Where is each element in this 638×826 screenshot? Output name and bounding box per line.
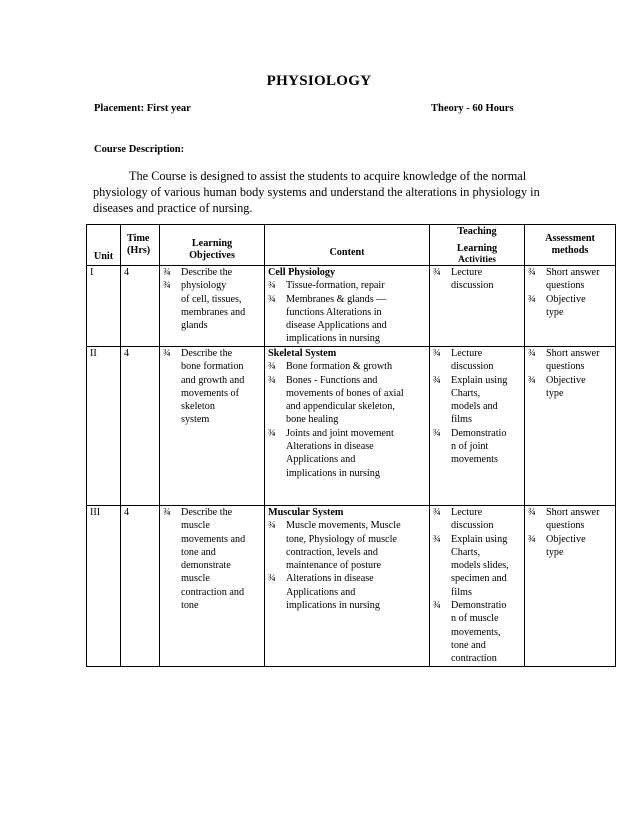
content-cell-line xyxy=(268,427,426,440)
teaching-cell-line xyxy=(433,506,521,519)
content-cell-line xyxy=(268,387,426,400)
content-cell-line xyxy=(268,533,426,546)
content-cell-text: implications in nursing xyxy=(286,333,380,345)
teaching-cell-line xyxy=(433,599,521,612)
objectives-cell-text: Describe the xyxy=(181,267,233,278)
objectives-cell-text: system xyxy=(181,414,210,426)
bullet-icon: ¾ xyxy=(163,267,171,278)
assessment-cell-line xyxy=(528,266,612,279)
teaching-cell xyxy=(430,266,525,347)
content-cell-text: and appendicular skeleton, xyxy=(286,401,395,413)
assessment-cell-text: Short answer xyxy=(546,348,600,359)
teaching-cell-line xyxy=(433,427,521,440)
table-header-row xyxy=(87,225,616,266)
bullet-icon: ¾ xyxy=(163,280,171,292)
assessment-cell-text: type xyxy=(546,306,564,318)
bullet-icon: ¾ xyxy=(433,533,441,545)
assessment-cell xyxy=(525,506,616,667)
teaching-cell-text: Charts, xyxy=(451,387,481,399)
assessment-cell-line xyxy=(528,347,612,360)
teaching-cell-line xyxy=(433,374,521,387)
objectives-cell-line xyxy=(163,387,261,400)
objectives-cell-line xyxy=(163,413,261,426)
assessment-cell xyxy=(525,266,616,347)
teaching-cell-text: n of muscle xyxy=(451,613,499,625)
course-description-label: Course Description: xyxy=(94,144,185,155)
bullet-icon: ¾ xyxy=(268,374,276,386)
teaching-cell-text: n of joint xyxy=(451,441,489,453)
content-cell-text: contraction, levels and xyxy=(286,546,378,558)
content-cell-text: bone healing xyxy=(286,414,339,426)
objectives-cell-line xyxy=(163,572,261,585)
bullet-icon: ¾ xyxy=(268,280,276,292)
teaching-cell-line xyxy=(433,360,521,373)
objectives-cell-line xyxy=(163,559,261,572)
teaching-cell-line xyxy=(433,612,521,625)
assessment-cell-line xyxy=(528,533,612,546)
assessment-cell-line xyxy=(528,360,612,373)
objectives-cell-text: Describe the xyxy=(181,348,233,359)
teaching-cell-text: discussion xyxy=(451,280,494,292)
content-cell-text: Membranes & glands — xyxy=(286,293,387,305)
content-cell-line xyxy=(268,440,426,453)
teaching-cell-line xyxy=(433,586,521,599)
content-title: Cell Physiology xyxy=(268,267,336,278)
time-cell: 4 xyxy=(121,266,160,347)
course-description-paragraph xyxy=(93,168,553,216)
teaching-cell-text: Lecture xyxy=(451,507,483,518)
objectives-cell-text: movements of xyxy=(181,387,240,399)
teaching-cell-text: Explain using xyxy=(451,374,508,386)
assessment-cell-text: Objective xyxy=(546,533,586,545)
teaching-cell-line xyxy=(433,440,521,453)
content-cell-text: movements of bones of axial xyxy=(286,387,404,399)
teaching-cell-line xyxy=(433,533,521,546)
objectives-cell xyxy=(160,266,265,347)
objectives-cell-line xyxy=(163,400,261,413)
placement-label: Placement: First year xyxy=(94,103,191,114)
teaching-cell-text: specimen and xyxy=(451,573,507,585)
header-assessment: Assessment methods xyxy=(525,225,616,266)
objectives-cell-line xyxy=(163,519,261,532)
objectives-cell-line xyxy=(163,279,261,292)
assessment-cell-text: questions xyxy=(546,280,585,292)
content-cell-line xyxy=(268,293,426,306)
teaching-cell-text: films xyxy=(451,586,472,598)
assessment-cell-line xyxy=(528,293,612,306)
table-row xyxy=(87,506,616,667)
objectives-cell-text: tone xyxy=(181,600,199,612)
objectives-cell-text: glands xyxy=(181,320,208,332)
content-cell-line xyxy=(268,467,426,480)
content-cell-line xyxy=(268,319,426,332)
objectives-cell-text: demonstrate xyxy=(181,560,231,572)
content-cell-text: tone, Physiology of muscle xyxy=(286,533,397,545)
objectives-cell-text: membranes and xyxy=(181,306,246,318)
assessment-cell-text: questions xyxy=(546,361,585,373)
teaching-cell-text: discussion xyxy=(451,520,494,532)
teaching-cell-text: Explain using xyxy=(451,533,508,545)
content-cell xyxy=(265,506,430,667)
unit-cell: II xyxy=(87,347,121,506)
teaching-cell-line xyxy=(433,387,521,400)
content-cell-text: implications in nursing xyxy=(286,467,380,479)
table-row xyxy=(87,266,616,347)
bullet-icon: ¾ xyxy=(433,427,441,439)
content-cell-text: Muscle movements, Muscle xyxy=(286,520,401,532)
content-cell-text: disease Applications and xyxy=(286,320,387,332)
objectives-cell-line xyxy=(163,546,261,559)
teaching-cell-text: contraction xyxy=(451,653,497,665)
header-unit: Unit xyxy=(87,225,121,266)
content-cell-text: Tissue-formation, repair xyxy=(286,280,385,292)
assessment-cell-text: Objective xyxy=(546,374,586,386)
bullet-icon: ¾ xyxy=(268,573,276,585)
teaching-cell-line xyxy=(433,453,521,466)
objectives-cell xyxy=(160,506,265,667)
assessment-cell-text: type xyxy=(546,387,564,399)
teaching-cell-text: models slides, xyxy=(451,560,509,572)
assessment-cell-line xyxy=(528,374,612,387)
teaching-cell-text: Charts, xyxy=(451,546,481,558)
teaching-cell-text: Demonstratio xyxy=(451,600,507,612)
bullet-icon: ¾ xyxy=(528,293,536,305)
time-cell: 4 xyxy=(121,506,160,667)
teaching-cell-text: Lecture xyxy=(451,267,483,278)
bullet-icon: ¾ xyxy=(528,507,536,518)
teaching-cell xyxy=(430,506,525,667)
content-cell-text: Alterations in disease xyxy=(286,573,374,585)
assessment-cell-line xyxy=(528,546,612,559)
content-cell-line xyxy=(268,586,426,599)
header-objectives: Learning Objectives xyxy=(160,225,265,266)
content-cell xyxy=(265,347,430,506)
bullet-icon: ¾ xyxy=(528,348,536,359)
time-cell: 4 xyxy=(121,347,160,506)
content-title: Muscular System xyxy=(268,507,344,518)
page-title: PHYSIOLOGY xyxy=(266,73,372,89)
teaching-cell-line xyxy=(433,626,521,639)
teaching-cell-text: Lecture xyxy=(451,348,483,359)
bullet-icon: ¾ xyxy=(268,293,276,305)
unit-cell: III xyxy=(87,506,121,667)
teaching-cell-text: movements, xyxy=(451,626,501,638)
teaching-cell-line xyxy=(433,400,521,413)
assessment-cell-text: Short answer xyxy=(546,267,600,278)
teaching-cell-line xyxy=(433,413,521,426)
content-cell-line xyxy=(268,360,426,373)
assessment-cell-text: Short answer xyxy=(546,507,600,518)
teaching-cell-text: tone and xyxy=(451,639,486,651)
bullet-icon: ¾ xyxy=(528,533,536,545)
objectives-cell-text: muscle xyxy=(181,520,210,532)
content-cell-line xyxy=(268,572,426,585)
teaching-cell-line xyxy=(433,347,521,360)
objectives-cell-text: of cell, tissues, xyxy=(181,293,242,305)
content-cell-line xyxy=(268,599,426,612)
theory-hours: Theory - 60 Hours xyxy=(431,103,514,114)
bullet-icon: ¾ xyxy=(528,374,536,386)
assessment-cell-text: type xyxy=(546,546,564,558)
table-row xyxy=(87,347,616,506)
objectives-cell-text: muscle xyxy=(181,573,210,585)
bullet-icon: ¾ xyxy=(268,427,276,439)
header-teaching: Teaching Learning Activities xyxy=(430,225,525,266)
teaching-cell xyxy=(430,347,525,506)
teaching-cell-line xyxy=(433,266,521,279)
objectives-cell-line xyxy=(163,360,261,373)
bullet-icon: ¾ xyxy=(268,361,276,373)
objectives-cell-line xyxy=(163,319,261,332)
teaching-cell-text: movements xyxy=(451,454,498,466)
bullet-icon: ¾ xyxy=(163,348,171,359)
objectives-cell-line xyxy=(163,374,261,387)
bullet-icon: ¾ xyxy=(163,507,171,518)
teaching-cell-text: discussion xyxy=(451,361,494,373)
teaching-cell-text: models and xyxy=(451,401,498,413)
bullet-icon: ¾ xyxy=(433,507,441,518)
teaching-cell-line xyxy=(433,279,521,292)
content-cell-line xyxy=(268,332,426,345)
content-cell-line xyxy=(268,306,426,319)
content-cell-text: functions Alterations in xyxy=(286,306,382,318)
teaching-cell-line xyxy=(433,639,521,652)
objectives-cell-line xyxy=(163,347,261,360)
objectives-cell-line xyxy=(163,293,261,306)
objectives-cell-text: and growth and xyxy=(181,374,245,386)
objectives-cell-text: contraction and xyxy=(181,586,245,598)
assessment-cell-line xyxy=(528,387,612,400)
objectives-cell-text: tone and xyxy=(181,546,216,558)
content-cell-text: Applications and xyxy=(286,454,356,466)
course-description-text: The Course is designed to assist the students to acquire knowledge of the normal physiology of various human body systems and understand the alterations in physiology in diseases and practice of nursing. xyxy=(93,169,540,215)
content-cell-line xyxy=(268,546,426,559)
content-cell-text: Applications and xyxy=(286,586,356,598)
header-content: Content xyxy=(265,225,430,266)
content-cell-text: Joints and joint movement xyxy=(286,427,394,439)
objectives-cell-line xyxy=(163,506,261,519)
assessment-cell-line xyxy=(528,279,612,292)
objectives-cell-text: physiology xyxy=(181,280,227,292)
content-cell-line xyxy=(268,279,426,292)
bullet-icon: ¾ xyxy=(528,267,536,278)
teaching-cell-line xyxy=(433,546,521,559)
objectives-cell-text: bone formation xyxy=(181,361,244,373)
assessment-cell-line xyxy=(528,506,612,519)
objectives-cell-line xyxy=(163,306,261,319)
content-cell-text: maintenance of posture xyxy=(286,560,382,572)
header-time: Time (Hrs) xyxy=(121,225,160,266)
content-cell-line xyxy=(268,559,426,572)
assessment-cell xyxy=(525,347,616,506)
teaching-cell-text: films xyxy=(451,414,472,426)
content-cell-line xyxy=(268,413,426,426)
bullet-icon: ¾ xyxy=(433,348,441,359)
bullet-icon: ¾ xyxy=(433,267,441,278)
assessment-cell-text: Objective xyxy=(546,293,586,305)
syllabus-table xyxy=(86,224,616,667)
content-cell-line xyxy=(268,453,426,466)
content-cell xyxy=(265,266,430,347)
objectives-cell-text: movements and xyxy=(181,533,246,545)
content-title: Skeletal System xyxy=(268,348,337,359)
content-cell-text: Alterations in disease xyxy=(286,441,374,453)
teaching-cell-text: Demonstratio xyxy=(451,427,507,439)
assessment-cell-text: questions xyxy=(546,520,585,532)
objectives-cell-line xyxy=(163,586,261,599)
content-cell-line xyxy=(268,519,426,532)
bullet-icon: ¾ xyxy=(433,600,441,612)
teaching-cell-line xyxy=(433,559,521,572)
bullet-icon: ¾ xyxy=(268,520,276,532)
unit-cell: I xyxy=(87,266,121,347)
content-cell-line xyxy=(268,400,426,413)
bullet-icon: ¾ xyxy=(433,374,441,386)
content-cell-text: Bone formation & growth xyxy=(286,361,393,373)
teaching-cell-line xyxy=(433,652,521,665)
content-cell-text: Bones - Functions and xyxy=(286,374,378,386)
objectives-cell-text: Describe the xyxy=(181,507,233,518)
content-cell-line xyxy=(268,374,426,387)
objectives-cell-text: skeleton xyxy=(181,401,215,413)
table-body xyxy=(87,266,616,667)
assessment-cell-line xyxy=(528,306,612,319)
objectives-cell-line xyxy=(163,266,261,279)
teaching-cell-line xyxy=(433,519,521,532)
objectives-cell-line xyxy=(163,533,261,546)
objectives-cell xyxy=(160,347,265,506)
assessment-cell-line xyxy=(528,519,612,532)
content-cell-text: implications in nursing xyxy=(286,600,380,612)
objectives-cell-line xyxy=(163,599,261,612)
teaching-cell-line xyxy=(433,572,521,585)
